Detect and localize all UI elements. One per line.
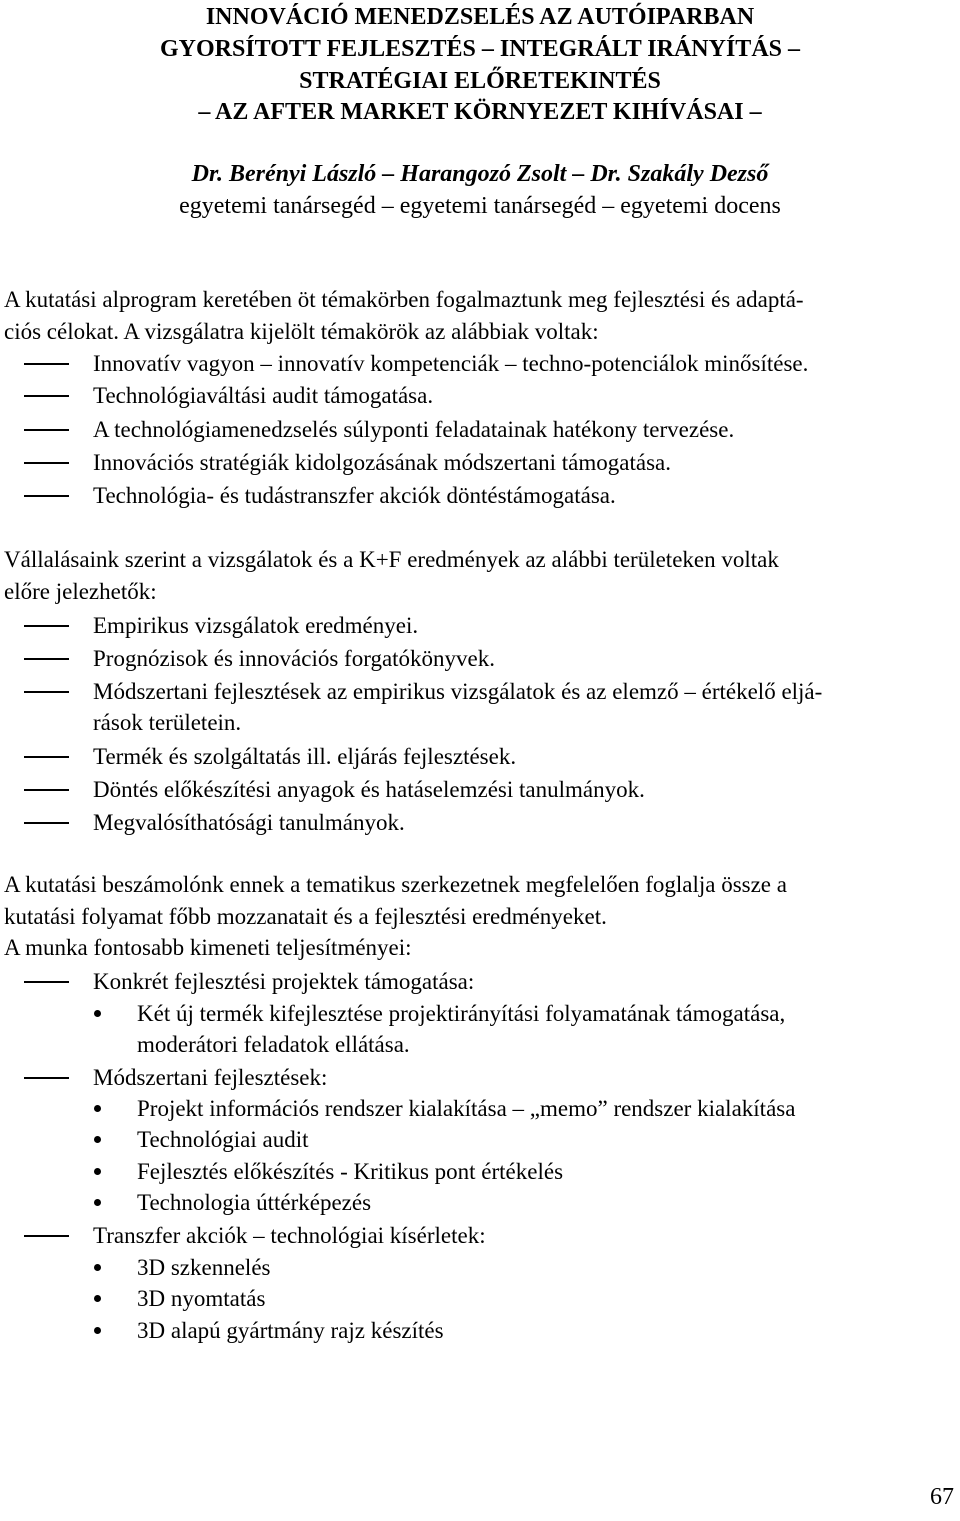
title-line-3: STRATÉGIAI ELŐRETEKINTÉS	[299, 68, 661, 94]
dash-bullet	[24, 625, 69, 627]
dash-bullet	[24, 462, 69, 464]
list-item-text: Empirikus vizsgálatok eredményei.	[93, 613, 419, 638]
dash-bullet	[24, 1235, 69, 1237]
section2-intro-line-2: előre jelezhetők:	[4, 579, 157, 604]
dash-bullet	[24, 981, 69, 983]
round-bullet	[94, 1264, 101, 1271]
section3-para-line-3: A munka fontosabb kimeneti teljesítményei:	[4, 935, 412, 960]
round-bullet	[94, 1168, 101, 1175]
list-item-text: A technológiamenedzselés súlyponti feladatainak hatékony tervezése.	[93, 417, 735, 442]
dash-bullet	[24, 495, 69, 497]
round-bullet	[94, 1010, 101, 1017]
round-bullet	[94, 1105, 101, 1112]
author-positions: egyetemi tanársegéd – egyetemi tanársegéd – egyetemi docens	[179, 193, 781, 219]
list-item-text: rások területein.	[93, 710, 242, 735]
list-item-text: Termék és szolgáltatás ill. eljárás fejlesztések.	[93, 744, 517, 769]
list-item-text: Konkrét fejlesztési projektek támogatása:	[93, 969, 475, 994]
list-item-text: Technológia- és tudástranszfer akciók döntéstámogatása.	[93, 483, 616, 508]
dash-bullet	[24, 429, 69, 431]
sub-list-item-text: Két új termék kifejlesztése projektirányítási folyamatának támogatása,	[137, 1001, 786, 1026]
sub-list-item-text: Projekt információs rendszer kialakítása – „memo” rendszer kialakítása	[137, 1096, 796, 1121]
sub-list-item-text: 3D alapú gyártmány rajz készítés	[137, 1318, 444, 1343]
dash-bullet	[24, 789, 69, 791]
authors: Dr. Berényi László – Harangozó Zsolt – Dr. Szakály Dezső	[191, 161, 769, 187]
round-bullet	[94, 1136, 101, 1143]
list-item-text: Innovációs stratégiák kidolgozásának módszertani támogatása.	[93, 450, 671, 475]
dash-bullet	[24, 395, 69, 397]
sub-list-item-text: moderátori feladatok ellátása.	[137, 1032, 410, 1057]
list-item-text: Megvalósíthatósági tanulmányok.	[93, 810, 405, 835]
dash-bullet	[24, 1077, 69, 1079]
section2-intro-line-1: Vállalásaink szerint a vizsgálatok és a K+F eredmények az alábbi területeken voltak	[4, 547, 779, 572]
sub-list-item-text: 3D szkennelés	[137, 1255, 271, 1280]
dash-bullet	[24, 363, 69, 365]
dash-bullet	[24, 691, 69, 693]
title-line-1: INNOVÁCIÓ MENEDZSELÉS AZ AUTÓIPARBAN	[205, 4, 755, 30]
dash-bullet	[24, 822, 69, 824]
sub-list-item-text: 3D nyomtatás	[137, 1286, 266, 1311]
section3-para-line-2: kutatási folyamat főbb mozzanatait és a fejlesztési eredményeket.	[4, 904, 607, 929]
list-item-text: Módszertani fejlesztések:	[93, 1065, 328, 1090]
page-number: 67	[930, 1484, 954, 1510]
section3-para-line-1: A kutatási beszámolónk ennek a tematikus szerkezetnek megfelelően foglalja össze a	[4, 872, 787, 897]
dash-bullet	[24, 756, 69, 758]
title-line-2: GYORSÍTOTT FEJLESZTÉS – INTEGRÁLT IRÁNYÍTÁS –	[159, 36, 800, 62]
round-bullet	[94, 1199, 101, 1206]
sub-list-item-text: Technologia úttérképezés	[137, 1190, 372, 1215]
list-item-text: Technológiaváltási audit támogatása.	[93, 383, 434, 408]
round-bullet	[94, 1327, 101, 1334]
list-item-text: Módszertani fejlesztések az empirikus vizsgálatok és az elemző – értékelő eljá-	[93, 679, 823, 704]
list-item-text: Prognózisok és innovációs forgatókönyvek.	[93, 646, 496, 671]
dash-bullet	[24, 658, 69, 660]
section1-intro-line-1: A kutatási alprogram keretében öt témakörben fogalmaztunk meg fejlesztési és adaptá-	[4, 287, 804, 312]
sub-list-item-text: Fejlesztés előkészítés - Kritikus pont értékelés	[137, 1159, 564, 1184]
title-line-4: – AZ AFTER MARKET KÖRNYEZET KIHÍVÁSAI –	[198, 99, 762, 125]
list-item-text: Transzfer akciók – technológiai kísérletek:	[93, 1223, 486, 1248]
sub-list-item-text: Technológiai audit	[137, 1127, 309, 1152]
round-bullet	[94, 1295, 101, 1302]
section1-intro-line-2: ciós célokat. A vizsgálatra kijelölt témakörök az alábbiak voltak:	[4, 319, 599, 344]
list-item-text: Innovatív vagyon – innovatív kompetenciák – techno-potenciálok minősítése.	[93, 351, 809, 376]
list-item-text: Döntés előkészítési anyagok és hatáselemzési tanulmányok.	[93, 777, 645, 802]
